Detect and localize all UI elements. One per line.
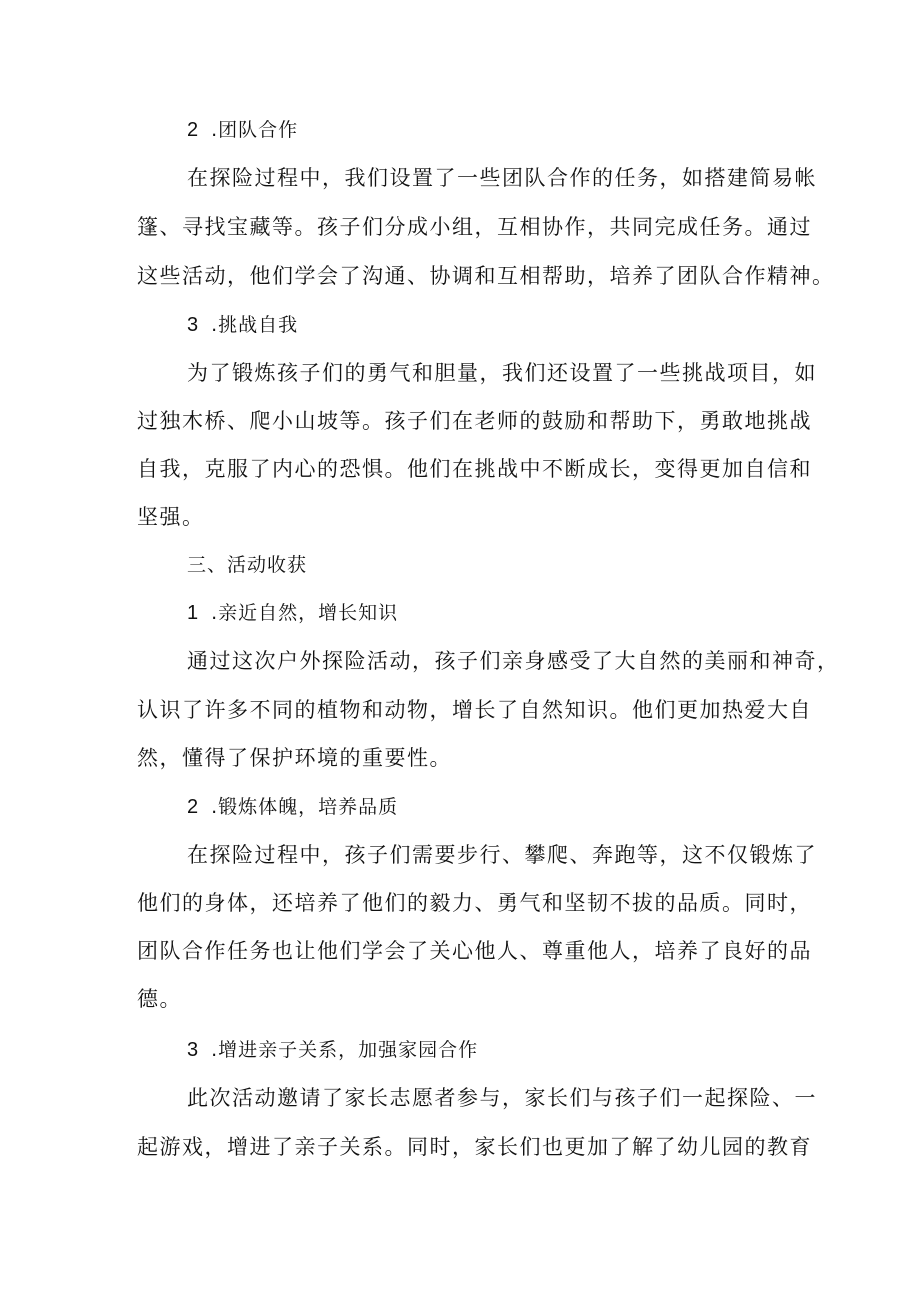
paragraph-line: 在探险过程中，孩子们需要步行、攀爬、奔跑等，这不仅锻炼了 [187, 843, 817, 867]
paragraph-line: 通过这次户外探险活动，孩子们亲身感受了大自然的美丽和神奇， [187, 649, 840, 673]
subheading-physique-character [187, 792, 398, 822]
paragraph-line: 此次活动邀请了家长志愿者参与，家长们与孩子们一起探险、一 [187, 1086, 817, 1110]
subheading-number: 1 [187, 602, 200, 624]
paragraph-line: 德。 [137, 987, 182, 1011]
paragraph-line: 然，懂得了保护环境的重要性。 [137, 746, 452, 770]
paragraph-line: 团队合作任务也让他们学会了关心他人、尊重他人，培养了良好的品 [137, 939, 812, 963]
subheading-nature-knowledge [187, 598, 398, 628]
paragraph-line: 在探险过程中，我们设置了一些团队合作的任务，如搭建简易帐 [187, 166, 817, 190]
subheading-title: .亲近自然，增长知识 [211, 602, 399, 624]
subheading-title: .增进亲子关系，加强家园合作 [211, 1039, 479, 1061]
subheading-number: 3 [187, 1039, 200, 1061]
paragraph-line: 坚强。 [137, 505, 205, 529]
subheading-self-challenge [187, 310, 298, 340]
subheading-title: .团队合作 [211, 119, 299, 141]
paragraph-line: 过独木桥、爬小山坡等。孩子们在老师的鼓励和帮助下，勇敢地挑战 [137, 409, 812, 433]
subheading-title: .挑战自我 [211, 314, 299, 336]
paragraph-line: 起游戏，增进了亲子关系。同时，家长们也更加了解了幼儿园的教育 [137, 1135, 812, 1159]
subheading-title: .锻炼体魄，培养品质 [211, 796, 399, 818]
section-heading-outcomes: 三、活动收获 [187, 554, 308, 576]
subheading-number: 2 [187, 796, 200, 818]
subheading-parent-child [187, 1035, 478, 1065]
paragraph-line: 篷、寻找宝藏等。孩子们分成小组，互相协作，共同完成任务。通过 [137, 215, 812, 239]
paragraph-line: 他们的身体，还培养了他们的毅力、勇气和坚韧不拔的品质。同时， [137, 891, 812, 915]
paragraph-line: 这些活动，他们学会了沟通、协调和互相帮助，培养了团队合作精神。 [137, 264, 835, 288]
paragraph-line: 为了锻炼孩子们的勇气和胆量，我们还设置了一些挑战项目，如 [187, 361, 817, 385]
paragraph-line: 自我，克服了内心的恐惧。他们在挑战中不断成长，变得更加自信和 [137, 457, 812, 481]
subheading-team-cooperation [187, 115, 298, 145]
paragraph-line: 认识了许多不同的植物和动物，增长了自然知识。他们更加热爱大自 [137, 698, 812, 722]
subheading-number: 2 [187, 119, 200, 141]
subheading-number: 3 [187, 314, 200, 336]
